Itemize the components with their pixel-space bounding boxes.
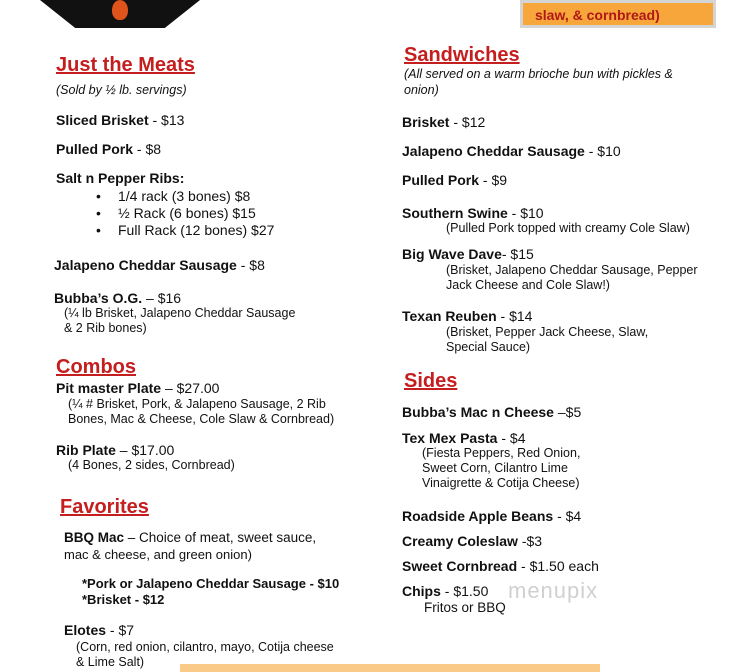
promo-text: slaw, & cornbread) [535,7,660,23]
pasta-description: Vinaigrette & Cotija Cheese) [422,476,580,490]
item-price: - $10 [584,143,621,159]
dave-description: (Brisket, Jalapeno Cheddar Sausage, Pepper [446,263,698,277]
item-name: Rib Plate [56,442,116,458]
watermark: menupix [508,578,599,603]
menu-item-tex-mex-pasta [402,430,525,446]
chips-description: Fritos or BBQ [424,600,506,615]
item-price: – $27.00 [161,380,220,396]
item-name: Big Wave Dave [402,246,502,262]
flame-icon [112,0,128,20]
item-name: Roadside Apple Beans [402,508,554,524]
section-title-combos: Combos [56,356,136,378]
menu-item-coleslaw [402,533,542,549]
menu-item-chips [402,583,488,599]
menu-item-mac-n-cheese [402,404,581,420]
item-price: - $7 [106,622,135,638]
menu-item-pork-sandwich [402,172,507,188]
item-name: Brisket [402,114,450,130]
item-name: Texan Reuben [402,308,497,324]
item-price: - $9 [479,172,508,188]
reuben-description: Special Sauce) [446,340,531,354]
item-name: Jalapeno Cheddar Sausage [402,143,585,159]
menu-item-rib-plate [56,442,174,458]
item-name: Jalapeno Cheddar Sausage [54,257,237,273]
item-name: Southern Swine [402,205,508,221]
menu-item-southern-swine [402,205,544,221]
item-name: BBQ Mac [64,530,125,545]
menu-item-sausage [54,257,265,273]
item-price: - $15 [501,246,534,262]
item-name: Pulled Pork [56,141,134,157]
item-name: Elotes [64,622,107,638]
swine-description: (Pulled Pork topped with creamy Cole Slaw) [446,221,690,235]
item-name: Bubba’s Mac n Cheese [402,404,554,420]
rib-plate-description: (4 Bones, 2 sides, Cornbread) [68,458,235,472]
menu-item-ribs [56,170,184,186]
item-price: -$3 [517,533,543,549]
menu-item-bbq-mac [64,530,316,545]
menu-item-cornbread [402,558,599,574]
sandwiches-note: (All served on a warm brioche bun with pickles & [404,67,673,81]
item-price: - $13 [148,112,185,128]
pasta-description: Sweet Corn, Cilantro Lime [422,461,568,475]
section-title-sides: Sides [404,370,458,392]
item-name: Pit master Plate [56,380,162,396]
item-price: - $10 [507,205,544,221]
item-price: - $12 [449,114,486,130]
rib-option: • 1/4 rack (3 bones) $8 [118,188,250,204]
item-price: - $8 [133,141,162,157]
menu-item-pulled-pork [56,141,161,157]
menu-item-texan-reuben [402,308,532,324]
item-description: – Choice of meat, sweet sauce, [124,530,317,545]
pasta-description: (Fiesta Peppers, Red Onion, [422,446,581,460]
pit-description: Bones, Mac & Cheese, Cole Slaw & Cornbread) [68,412,335,426]
menu-item-pit-master [56,380,219,396]
item-name: Tex Mex Pasta [402,430,498,446]
item-name: Pulled Pork [402,172,480,188]
section-title-favorites: Favorites [60,496,149,518]
item-price: - $1.50 [440,583,489,599]
og-description: & 2 Rib bones) [64,321,147,335]
pit-description: (¼ # Brisket, Pork, & Jalapeno Sausage, 2 Rib [68,397,326,411]
item-name: Sliced Brisket [56,112,149,128]
logo [40,0,200,28]
item-price: – $17.00 [115,442,175,458]
item-price: - $4 [497,430,526,446]
item-name: Sweet Cornbread [402,558,518,574]
reuben-description: (Brisket, Pepper Jack Cheese, Slaw, [446,325,649,339]
elotes-description: (Corn, red onion, cilantro, mayo, Cotija cheese [76,640,334,654]
rib-option: • Full Rack (12 bones) $27 [118,222,274,238]
og-description: (¼ lb Brisket, Jalapeno Cheddar Sausage [64,306,296,320]
item-price: - $8 [236,257,265,273]
item-price: - $1.50 each [517,558,599,574]
menu-item-elotes [64,622,134,638]
menu-item-sliced-brisket [56,112,184,128]
item-name: Salt n Pepper Ribs: [56,170,185,186]
bbq-mac-option: *Pork or Jalapeno Cheddar Sausage - $10 [82,576,340,591]
item-name: Bubba’s O.G. [54,290,143,306]
menu-item-sausage-sandwich [402,143,621,159]
promo-banner [520,0,716,28]
section-title-sandwiches: Sandwiches [404,44,520,66]
bottom-decor-strip [180,664,600,672]
menu-item-bubbas-og [54,290,181,306]
meats-note: (Sold by ½ lb. servings) [56,83,187,97]
menu-item-big-wave-dave [402,246,534,262]
elotes-description: & Lime Salt) [76,655,145,669]
section-title-meats: Just the Meats [56,54,195,76]
rib-option: • ½ Rack (6 bones) $15 [118,205,256,221]
item-price: – $16 [142,290,182,306]
item-price: - $4 [553,508,582,524]
menu-item-brisket-sandwich [402,114,485,130]
item-price: - $14 [496,308,533,324]
bbq-mac-description: mac & cheese, and green onion) [64,547,252,562]
sandwiches-note: onion) [404,83,439,97]
item-name: Creamy Coleslaw [402,533,518,549]
menu-item-apple-beans [402,508,581,524]
item-price: –$5 [553,404,582,420]
item-name: Chips [402,583,441,599]
dave-description: Jack Cheese and Cole Slaw!) [446,278,610,292]
bbq-mac-option: *Brisket - $12 [82,592,165,607]
